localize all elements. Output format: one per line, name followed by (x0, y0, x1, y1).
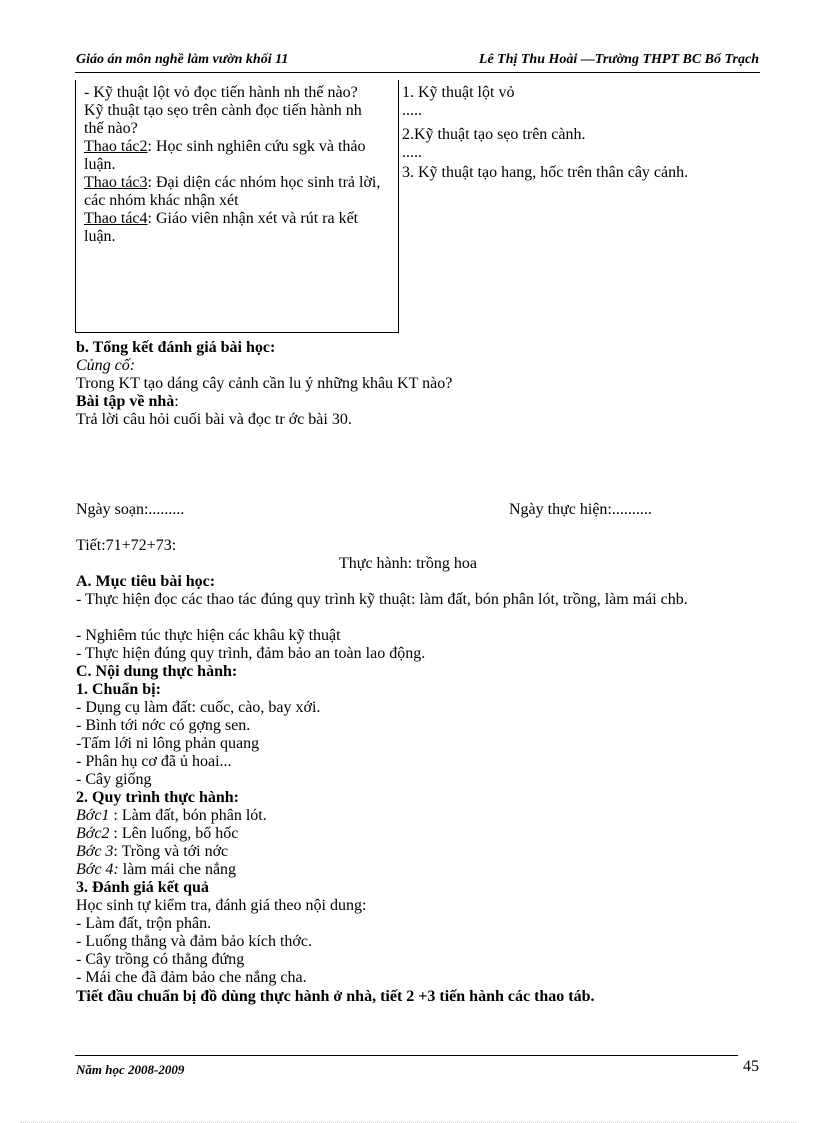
step-4-label: Bớc 4: (76, 861, 119, 878)
evaluation-item-3: - Cây trồng có thẳng đứng (76, 951, 245, 968)
thao-tac-3-text: : Đại diện các nhóm học sinh trả lời, các nhóm khác nhận xét (84, 174, 381, 209)
evaluation-item-2: - Luống thẳng và đảm bảo kích thớc. (76, 933, 312, 950)
prep-item-1: - Dụng cụ làm đất: cuốc, cào, bay xới. (76, 699, 321, 716)
left-line-4 (84, 174, 384, 210)
step-4 (76, 861, 236, 879)
prep-item-2: - Bình tới nớc có gợng sen. (76, 717, 251, 734)
header-rule (75, 72, 760, 73)
step-1-text: : Làm đất, bón phân lót. (109, 807, 267, 824)
date-prepared: Ngày soạn:......... (76, 501, 185, 518)
right-line-2: 2.Kỹ thuật tạo sẹo trên cành. (402, 126, 586, 143)
left-line-1: - Kỹ thuật lột vỏ đọc tiến hành nh thế nào? (84, 84, 358, 101)
summary-heading: b. Tổng kết đánh giá bài học: (76, 339, 276, 356)
evaluation-heading: 3. Đánh giá kết quả (76, 879, 209, 896)
right-line-1: 1. Kỹ thuật lột vỏ (402, 84, 515, 101)
activity-left-column (84, 84, 384, 246)
left-line-5 (84, 210, 384, 246)
objective-1: - Thực hiện đọc các thao tác đúng quy trình kỹ thuật: làm đất, bón phân lót, trồng, làm mái chb. (76, 591, 688, 608)
step-1-label: Bớc1 (76, 807, 110, 824)
right-line-3: 3. Kỹ thuật tạo hang, hốc trên thân cây cảnh. (402, 164, 689, 181)
thao-tac-4-label: Thao tác4 (84, 210, 148, 227)
prep-item-4: - Phân hụ cơ đã ủ hoai... (76, 753, 232, 770)
evaluation-item-1: - Làm đất, trộn phân. (76, 915, 212, 932)
prep-heading: 1. Chuẩn bị: (76, 681, 161, 698)
homework-colon: : (174, 393, 179, 410)
step-2-label: Bớc2 (76, 825, 110, 842)
homework-heading-line (76, 393, 179, 411)
thao-tac-3-label: Thao tác3 (84, 174, 148, 191)
prep-item-3: -Tấm lới ni lông phản quang (76, 735, 260, 752)
step-4-text: làm mái che nắng (118, 861, 237, 878)
lesson-title: Thực hành: trồng hoa (339, 555, 477, 572)
objective-2: - Nghiêm túc thực hiện các khâu kỹ thuật (76, 627, 341, 644)
section-c-heading: C. Nội dung thực hành: (76, 663, 238, 680)
prep-item-5: - Cây giống (76, 771, 152, 788)
evaluation-intro: Học sinh tự kiểm tra, đánh giá theo nội dung: (76, 897, 367, 914)
homework-heading: Bài tập về nhà (76, 393, 175, 410)
step-3-label: Bớc 3 (76, 843, 114, 860)
step-3 (76, 843, 228, 861)
step-2 (76, 825, 238, 843)
section-a-heading: A. Mục tiêu bài học: (76, 573, 216, 590)
date-performed: Ngày thực hiện:.......... (509, 501, 652, 518)
homework-text: Trả lời câu hỏi cuối bài và đọc tr ớc bài 30. (76, 411, 352, 428)
footer-rule (75, 1055, 738, 1056)
page-number: 45 (743, 1058, 759, 1075)
footer-school-year: Năm học 2008-2009 (76, 1062, 185, 1077)
thao-tac-2-label: Thao tác2 (84, 138, 148, 155)
activity-right-column (402, 84, 722, 182)
header-right: Lê Thị Thu Hoài —Trường THPT BC Bố Trạch (478, 52, 759, 67)
cung-co-question: Trong KT tạo dáng cây cảnh cần lu ý những khâu KT nào? (76, 375, 453, 392)
lesson-periods: Tiết:71+72+73: (76, 537, 177, 554)
step-2-text: : Lên luống, bổ hốc (109, 825, 239, 842)
step-1 (76, 807, 267, 825)
thao-tac-4-text: : Giáo viên nhận xét và rút ra kết luận. (84, 210, 359, 245)
procedure-heading: 2. Quy trình thực hành: (76, 789, 239, 806)
step-3-text: : Trồng và tới nớc (113, 843, 229, 860)
thao-tac-2-text: : Học sinh nghiên cứu sgk và thảo luận. (84, 138, 366, 173)
header-left: Giáo án môn nghề làm vườn khối 11 (76, 52, 289, 67)
final-note: Tiết đầu chuẩn bị đồ dùng thực hành ở nhà, tiết 2 +3 tiến hành các thao táb. (76, 988, 595, 1005)
evaluation-item-4: - Mái che đã đảm bảo che nắng cha. (76, 969, 307, 986)
left-line-2: Kỹ thuật tạo sẹo trên cành đọc tiến hành nh thế nào? (84, 102, 362, 137)
cung-co-label: Củng cố: (76, 357, 136, 374)
right-dots-2: ..... (402, 144, 422, 161)
left-line-3 (84, 138, 384, 174)
right-dots-1: ..... (402, 102, 422, 119)
objective-3: - Thực hiện đúng quy trình, đảm bảo an toàn lao động. (76, 645, 426, 662)
